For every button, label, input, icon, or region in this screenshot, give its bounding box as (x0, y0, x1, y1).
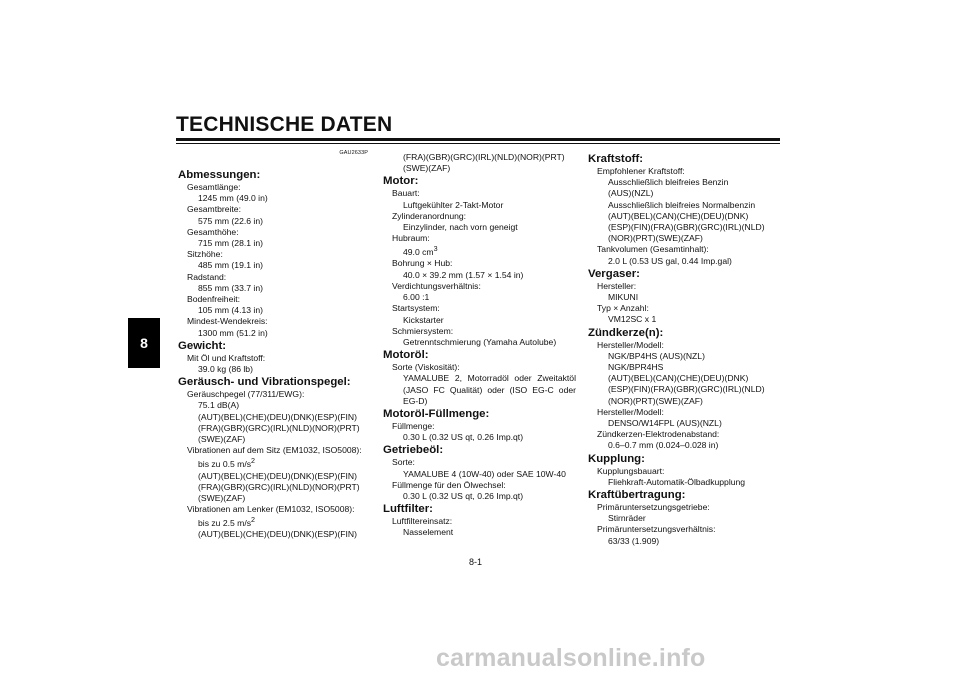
spec-label: Typ × Anzahl: (597, 303, 649, 314)
page-title: TECHNISCHE DATEN (176, 113, 393, 136)
heading-kupplung: Kupplung: (588, 452, 645, 465)
spec-label: Kupplungsbauart: (597, 465, 665, 476)
value-text: bis zu 2.5 m/s (198, 518, 252, 529)
spec-column-1 (178, 150, 368, 541)
spec-label: Gesamtlänge: (187, 182, 241, 192)
spec-value: NGK/BP4HS (AUS)(NZL) (608, 350, 705, 361)
spec-value: 0.30 L (0.32 US qt, 0.26 Imp.qt) (403, 432, 524, 443)
spec-label: Füllmenge: (392, 420, 435, 431)
spec-label: Gesamthöhe: (187, 226, 239, 237)
spec-value: MIKUNI (608, 292, 639, 303)
page-number: 8-1 (469, 557, 483, 567)
spec-value (178, 456, 368, 470)
heading-geraeuschpegel: Geräusch- und Vibrationspegel: (178, 376, 351, 389)
spec-label: Startsystem: (392, 303, 440, 314)
spec-label: Bauart: (392, 188, 420, 199)
country-codes: (AUS)(NZL) (608, 188, 654, 199)
spec-label: Zylinderanordnung: (392, 210, 467, 221)
spec-label: Primäruntersetzungsgetriebe: (597, 502, 710, 513)
spec-value: Ausschließlich bleifreies Normalbenzin (608, 199, 756, 210)
spec-value: 40.0 × 39.2 mm (1.57 × 1.54 in) (403, 269, 524, 280)
country-codes: (ESP)(FIN)(FRA)(GBR)(GRC)(IRL)(NLD) (608, 384, 765, 395)
spec-label: Vibrationen am Lenker (EM1032, ISO5008): (187, 504, 355, 515)
heading-luftfilter: Luftfilter: (383, 503, 433, 516)
heading-zuendkerzen: Zündkerze(n): (588, 326, 664, 339)
country-codes: (SWE)(ZAF) (403, 163, 451, 174)
spec-value: 715 mm (28.1 in) (198, 238, 263, 249)
spec-value: YAMALUBE 4 (10W-40) oder SAE 10W-40 (403, 468, 566, 479)
spec-label: Geräuschpegel (77/311/EWG): (187, 389, 305, 400)
spec-column-2 (383, 152, 576, 539)
country-codes: (ESP)(FIN)(FRA)(GBR)(GRC)(IRL)(NLD) (608, 222, 765, 233)
spec-label: Sitzhöhe: (187, 249, 223, 260)
spec-label: Tankvolumen (Gesamtinhalt): (597, 244, 709, 255)
spec-value: Nasselement (403, 527, 454, 538)
spec-label: Füllmenge für den Ölwechsel: (392, 479, 506, 490)
spec-value: 485 mm (19.1 in) (198, 260, 263, 271)
heading-kraftstoff: Kraftstoff: (588, 153, 644, 165)
country-codes: (SWE)(ZAF) (198, 434, 246, 445)
heading-kraftuebertragung: Kraftübertragung: (588, 489, 686, 502)
spec-label: Schmiersystem: (392, 325, 454, 336)
spec-value: Luftgekühlter 2-Takt-Motor (403, 199, 504, 210)
spec-label: Hersteller: (597, 280, 637, 291)
spec-value: 2.0 L (0.53 US gal, 0.44 Imp.gal) (608, 255, 732, 266)
spec-label: Hersteller/Modell: (597, 406, 664, 417)
country-codes: (AUT)(BEL)(CAN)(CHE)(DEU)(DNK) (608, 210, 749, 221)
country-codes: (AUT)(BEL)(CAN)(CHE)(DEU)(DNK) (608, 373, 749, 384)
country-codes: (AUT)(BEL)(CHE)(DEU)(DNK)(ESP)(FIN) (198, 411, 357, 422)
heading-getriebeoel: Getriebeöl: (383, 444, 444, 457)
spec-label: Mit Öl und Kraftstoff: (187, 352, 266, 363)
title-rule-thick (176, 138, 780, 141)
heading-vergaser: Vergaser: (588, 267, 640, 280)
spec-label: Bodenfreiheit: (187, 294, 241, 305)
value-text: bis zu 0.5 m/s (198, 459, 252, 470)
spec-label: Sorte: (392, 457, 415, 468)
spec-value: 0.30 L (0.32 US qt, 0.26 Imp.qt) (403, 490, 524, 501)
value-text: 49.0 cm (403, 247, 434, 258)
spec-label: Verdichtungsverhältnis: (392, 280, 481, 291)
spec-label: Luftfiltereinsatz: (392, 516, 453, 527)
spec-value: 1245 mm (49.0 in) (198, 193, 268, 204)
spec-label: Hersteller/Modell: (597, 339, 664, 350)
spec-value: 855 mm (33.7 in) (198, 282, 263, 293)
spec-value: 63/33 (1.909) (608, 535, 660, 546)
spec-value: Kickstarter (403, 314, 444, 325)
spec-value: DENSO/W14FPL (AUS)(NZL) (608, 418, 722, 429)
spec-label: Primäruntersetzungsverhältnis: (597, 524, 716, 535)
spec-value: 105 mm (4.13 in) (198, 305, 263, 316)
spec-label: Zündkerzen-Elektrodenabstand: (597, 429, 720, 440)
country-codes: (AUT)(BEL)(CHE)(DEU)(DNK)(ESP)(FIN) (198, 529, 357, 540)
country-codes: (SWE)(ZAF) (198, 492, 246, 503)
spec-value: 6.00 :1 (403, 292, 430, 303)
heading-abmessungen: Abmessungen: (178, 169, 261, 181)
spec-value: 575 mm (22.6 in) (198, 215, 263, 226)
spec-value: VM12SC x 1 (608, 314, 657, 325)
country-codes: (NOR)(PRT)(SWE)(ZAF) (608, 233, 703, 244)
country-codes: (FRA)(GBR)(GRC)(IRL)(NLD)(NOR)(PRT) (198, 481, 360, 492)
heading-motoroel-fuellmenge: Motoröl-Füllmenge: (383, 407, 490, 420)
country-codes: (NOR)(PRT)(SWE)(ZAF) (608, 395, 703, 406)
spec-value: 39.0 kg (86 lb) (198, 364, 253, 375)
spec-label: Vibrationen auf dem Sitz (EM1032, ISO5008): (187, 445, 362, 456)
spec-value (178, 515, 368, 529)
spec-label: Empfohlener Kraftstoff: (597, 166, 685, 176)
country-codes: (FRA)(GBR)(GRC)(IRL)(NLD)(NOR)(PRT) (198, 422, 360, 433)
spec-value: Fliehkraft-Automatik-Ölbadkupplung (608, 476, 746, 487)
chapter-tab: 8 (128, 318, 160, 368)
spec-value (383, 244, 576, 258)
spec-value: 1300 mm (51.2 in) (198, 327, 268, 338)
spec-label: Hubraum: (392, 233, 430, 244)
spec-value: Einzylinder, nach vorn geneigt (403, 222, 518, 233)
spec-label: Gesamtbreite: (187, 204, 241, 215)
spec-value: YAMALUBE 2, Motorradöl oder Zweitaktöl (JASO FC Qualität) oder (ISO EG-C oder EG-D) (403, 373, 576, 406)
spec-value: Stirnräder (608, 513, 646, 524)
watermark-logo: carmanualsonline.info (436, 644, 706, 672)
superscript: 2 (251, 516, 255, 525)
spec-value: NGK/BPR4HS (608, 362, 664, 373)
heading-motoroel: Motoröl: (383, 349, 429, 362)
heading-motor: Motor: (383, 175, 419, 188)
spec-column-3 (588, 152, 788, 547)
doc-code: GAU2633P (339, 150, 368, 156)
country-codes: (FRA)(GBR)(GRC)(IRL)(NLD)(NOR)(PRT) (403, 152, 565, 162)
heading-gewicht: Gewicht: (178, 339, 227, 352)
spec-value: Getrenntschmierung (Yamaha Autolube) (403, 336, 557, 347)
spec-value: 0.6–0.7 mm (0.024–0.028 in) (608, 440, 719, 451)
spec-value: 75.1 dB(A) (198, 400, 240, 411)
superscript: 2 (251, 457, 255, 466)
spec-label: Sorte (Viskosität): (392, 362, 460, 373)
spec-label: Radstand: (187, 271, 227, 282)
spec-label: Mindest-Wendekreis: (187, 316, 268, 327)
country-codes: (AUT)(BEL)(CHE)(DEU)(DNK)(ESP)(FIN) (198, 470, 357, 481)
spec-value: Ausschließlich bleifreies Benzin (608, 177, 729, 188)
title-rule-thin (176, 143, 780, 144)
superscript: 3 (433, 245, 438, 254)
spec-label: Bohrung × Hub: (392, 258, 453, 269)
